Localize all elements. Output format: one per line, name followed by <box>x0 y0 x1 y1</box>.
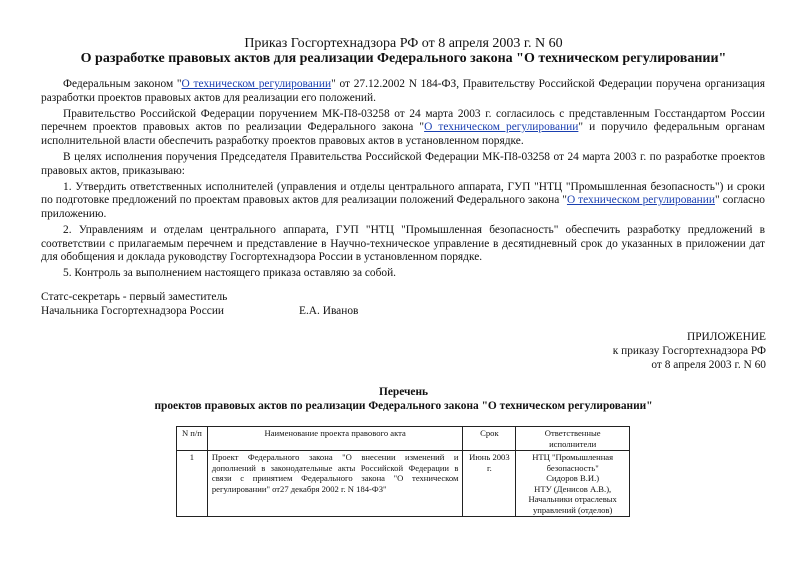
document-subtitle: О разработке правовых актов для реализации Федерального закона "О техническом регулировании" <box>80 51 727 66</box>
table-header-row <box>177 427 630 451</box>
signature-name: Е.А. Иванов <box>299 305 359 317</box>
document-body <box>41 78 765 283</box>
paragraph-1: Федеральным законом "О техническом регулировании" от 27.12.2002 N 184-ФЗ, Правительству Российской Федерации поручена организация разработки проектов правовых актов для реализации его положений. <box>41 78 765 104</box>
signature-position: Статс-секретарь - первый заместитель Начальника Госгортехнадзора России <box>41 291 228 317</box>
column-header-num: N п/п <box>177 427 208 451</box>
column-header-resp: Ответственные исполнители <box>516 427 630 451</box>
document-title: Приказ Госгортехнадзора РФ от 8 апреля 2003 г. N 60 <box>244 36 563 51</box>
paragraph-6: 5. Контроль за выполнением настоящего приказа оставляю за собой. <box>63 267 397 280</box>
cell-name: Проект Федерального закона "О внесении изменений и дополнений в законодательные акты Российской Федерации в связи с принятием Федерального закона "О техническом регулировании" от27 декабря 2002 г. N 184-ФЗ" <box>207 451 463 517</box>
column-header-term: Срок <box>463 427 516 451</box>
appendix-table <box>176 426 630 517</box>
column-header-name: Наименование проекта правового акта <box>207 427 463 451</box>
law-link[interactable]: О техническом регулировании <box>181 78 332 90</box>
list-title: Перечень проектов правовых актов по реализации Федерального закона "О техническом регулировании" <box>154 386 653 412</box>
cell-num: 1 <box>177 451 208 517</box>
paragraph-4: 1. Утвердить ответственных исполнителей (управления и отделы центрального аппарата, ГУП "НТЦ "Промышленная безопасность") и сроки по подготовке предложений по проектам правовых актов для реализации положений Федерального закона "О техническом регулировании" согласно приложению. <box>41 180 765 220</box>
cell-resp: НТЦ "Промышленная безопасность" Сидоров В.И.) НТУ (Денисов А.В.), Начальники отраслевых управлений (отделов) <box>516 451 630 517</box>
law-link[interactable]: О техническом регулировании <box>566 194 715 207</box>
law-link[interactable]: О техническом регулировании <box>424 121 579 134</box>
paragraph-5: 2. Управлениям и отделам центрального аппарата, ГУП "НТЦ "Промышленная безопасность" обеспечить разработку предложений в соответствии с прилагаемым перечнем и представление в Научно-техническое управление в десятидневный срок до указанных в приложении дат для обобщения и доклада руководству Госгортехнадзора России в установленном порядке. <box>41 223 765 264</box>
paragraph-2: Правительство Российской Федерации поручением МК-П8-03258 от 24 марта 2003 г. согласилось с представленным Госстандартом России перечнем проектов правовых актов по реализации Федерального закона "О техническом регулировании" и поручило федеральным органам исполнительной власти обеспечить разработку проектов правовых актов в установленном порядке. <box>41 107 765 147</box>
cell-term: Июнь 2003 г. <box>463 451 516 517</box>
table-row <box>177 451 630 517</box>
appendix-label: ПРИЛОЖЕНИЕ <box>686 331 766 343</box>
appendix-header: ПРИЛОЖЕНИЕ к приказу Госгортехнадзора РФ от 8 апреля 2003 г. N 60 <box>612 331 766 371</box>
paragraph-3: В целях исполнения поручения Председателя Правительства Российской Федерации МК-П8-03258 от 24 марта 2003 г. по разработке проектов правовых актов, приказываю: <box>41 150 765 177</box>
